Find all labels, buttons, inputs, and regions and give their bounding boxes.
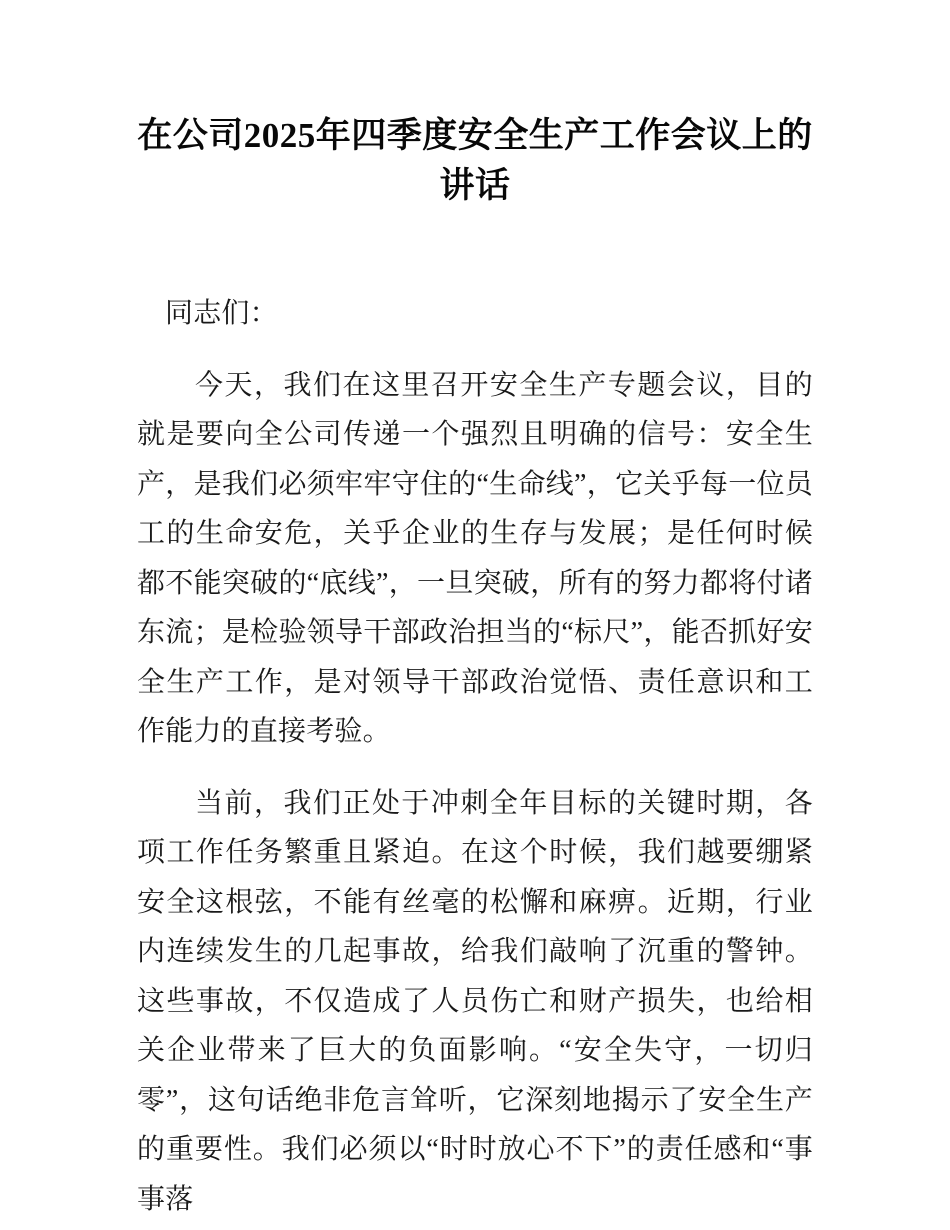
document-body [137, 0, 813, 1224]
page-title: 在公司2025年四季度安全生产工作会议上的讲话 [137, 116, 813, 205]
salutation-line: 同志们： [165, 298, 278, 329]
body-paragraph-2: 当前，我们正处于冲刺全年目标的关键时期，各项工作任务繁重且紧迫。在这个时候，我们越要绷紧安全这根弦，不能有丝毫的松懈和麻痹。近期，行业内连续发生的几起事故，给我们敲响了沉重的警钟。这些事故，不仅造成了人员伤亡和财产损失，也给相关企业带来了巨大的负面影响。“安全失守，一切归零”，这句话绝非危言耸听，它深刻地揭示了安全生产的重要性。我们必须以“时时放心不下”的责任感和“事事落 [137, 787, 813, 1215]
body-paragraph-1: 今天，我们在这里召开安全生产专题会议，目的就是要向全公司传递一个强烈且明确的信号：安全生产，是我们必须牢牢守住的“生命线”，它关乎每一位员工的生命安危，关乎企业的生存与发展；是任何时候都不能突破的“底线”，一旦突破，所有的努力都将付诸东流；是检验领导干部政治担当的“标尺”，能否抓好安全生产工作，是对领导干部政治觉悟、责任意识和工作能力的直接考验。 [137, 369, 813, 747]
